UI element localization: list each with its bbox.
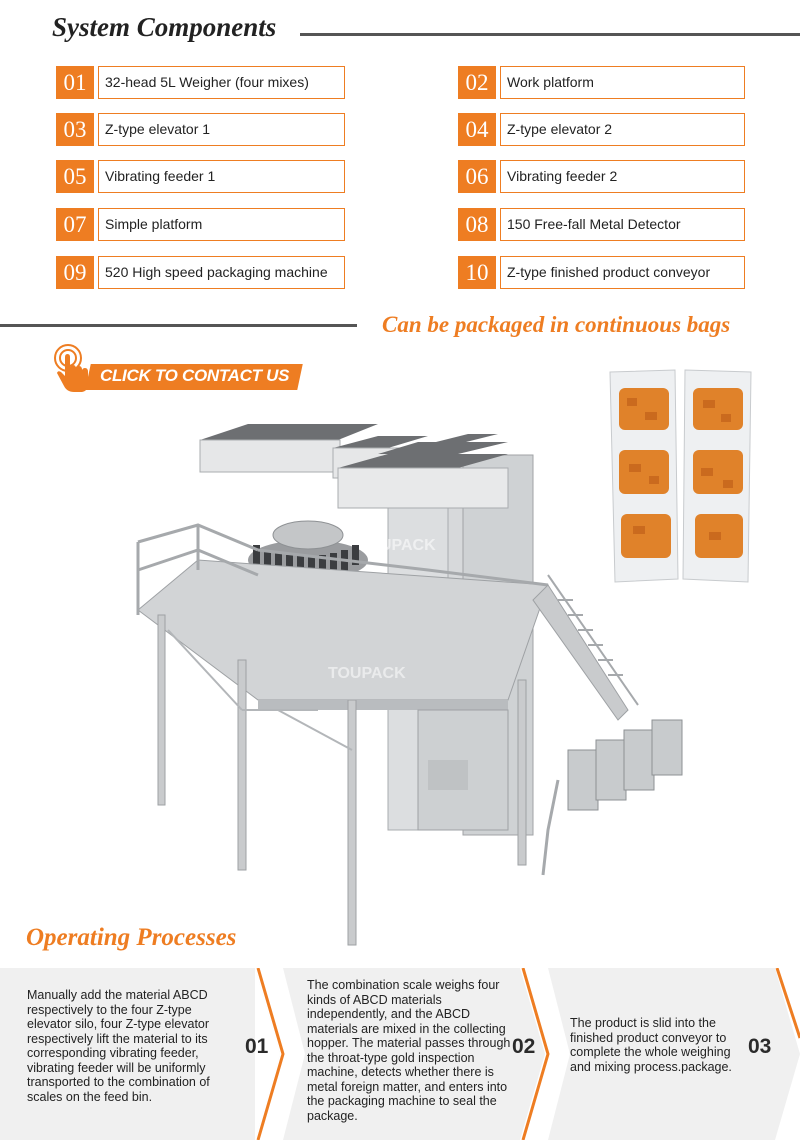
component-number: 01 [56,66,94,99]
step-1-number: 01 [245,1035,269,1058]
system-components-title: System Components [52,12,277,42]
component-label: Vibrating feeder 2 [500,160,745,193]
title-divider [300,33,800,36]
machine-illustration [128,410,688,958]
component-number: 07 [56,208,94,241]
contact-us-button[interactable] [50,344,302,396]
section-divider [0,324,357,327]
step-2-text: The combination scale weighs four kinds of ABCD materials independently, and the ABCD materials are mixed in the collecting hopper. The material passes through the throat-type gold inspection machine, detects whether there is metal foreign matter, and enters into the packaging machine to seal the package. [307,978,511,1123]
component-number: 02 [458,66,496,99]
component-label: 520 High speed packaging machine [98,256,345,289]
watermark-bottom: TOUPACK [328,665,406,682]
step-3-number: 03 [748,1035,772,1058]
component-label: Vibrating feeder 1 [98,160,345,193]
step-1-text: Manually add the material ABCD respectively to the four Z-type elevator silo, four Z-type elevator respectively lift the material to its corresponding vibrating feeder, vibrating feeder will be uniformly transported to the combination of scales on the feed bin. [27,988,210,1104]
component-label: Z-type elevator 1 [98,113,345,146]
component-label: Z-type finished product conveyor [500,256,745,289]
component-number: 08 [458,208,496,241]
component-number: 06 [458,160,496,193]
watermark-top: TOUPACK [358,537,436,554]
component-label: Simple platform [98,208,345,241]
component-label: Z-type elevator 2 [500,113,745,146]
component-label: 150 Free-fall Metal Detector [500,208,745,241]
component-number: 03 [56,113,94,146]
component-label: 32-head 5L Weigher (four mixes) [98,66,345,99]
bags-heading: Can be packaged in continuous bags [382,312,731,337]
component-number: 10 [458,256,496,289]
component-number: 05 [56,160,94,193]
step-3-text: The product is slid into the finished product conveyor to complete the whole weighing and mixing process.package. [570,1016,732,1074]
step-2-number: 02 [512,1035,536,1058]
operating-processes-title: Operating Processes [26,924,237,951]
component-number: 04 [458,113,496,146]
component-number: 09 [56,256,94,289]
packaged-bags-image [605,364,755,586]
component-label: Work platform [500,66,745,99]
cta-label: CLICK TO CONTACT US [100,366,290,385]
